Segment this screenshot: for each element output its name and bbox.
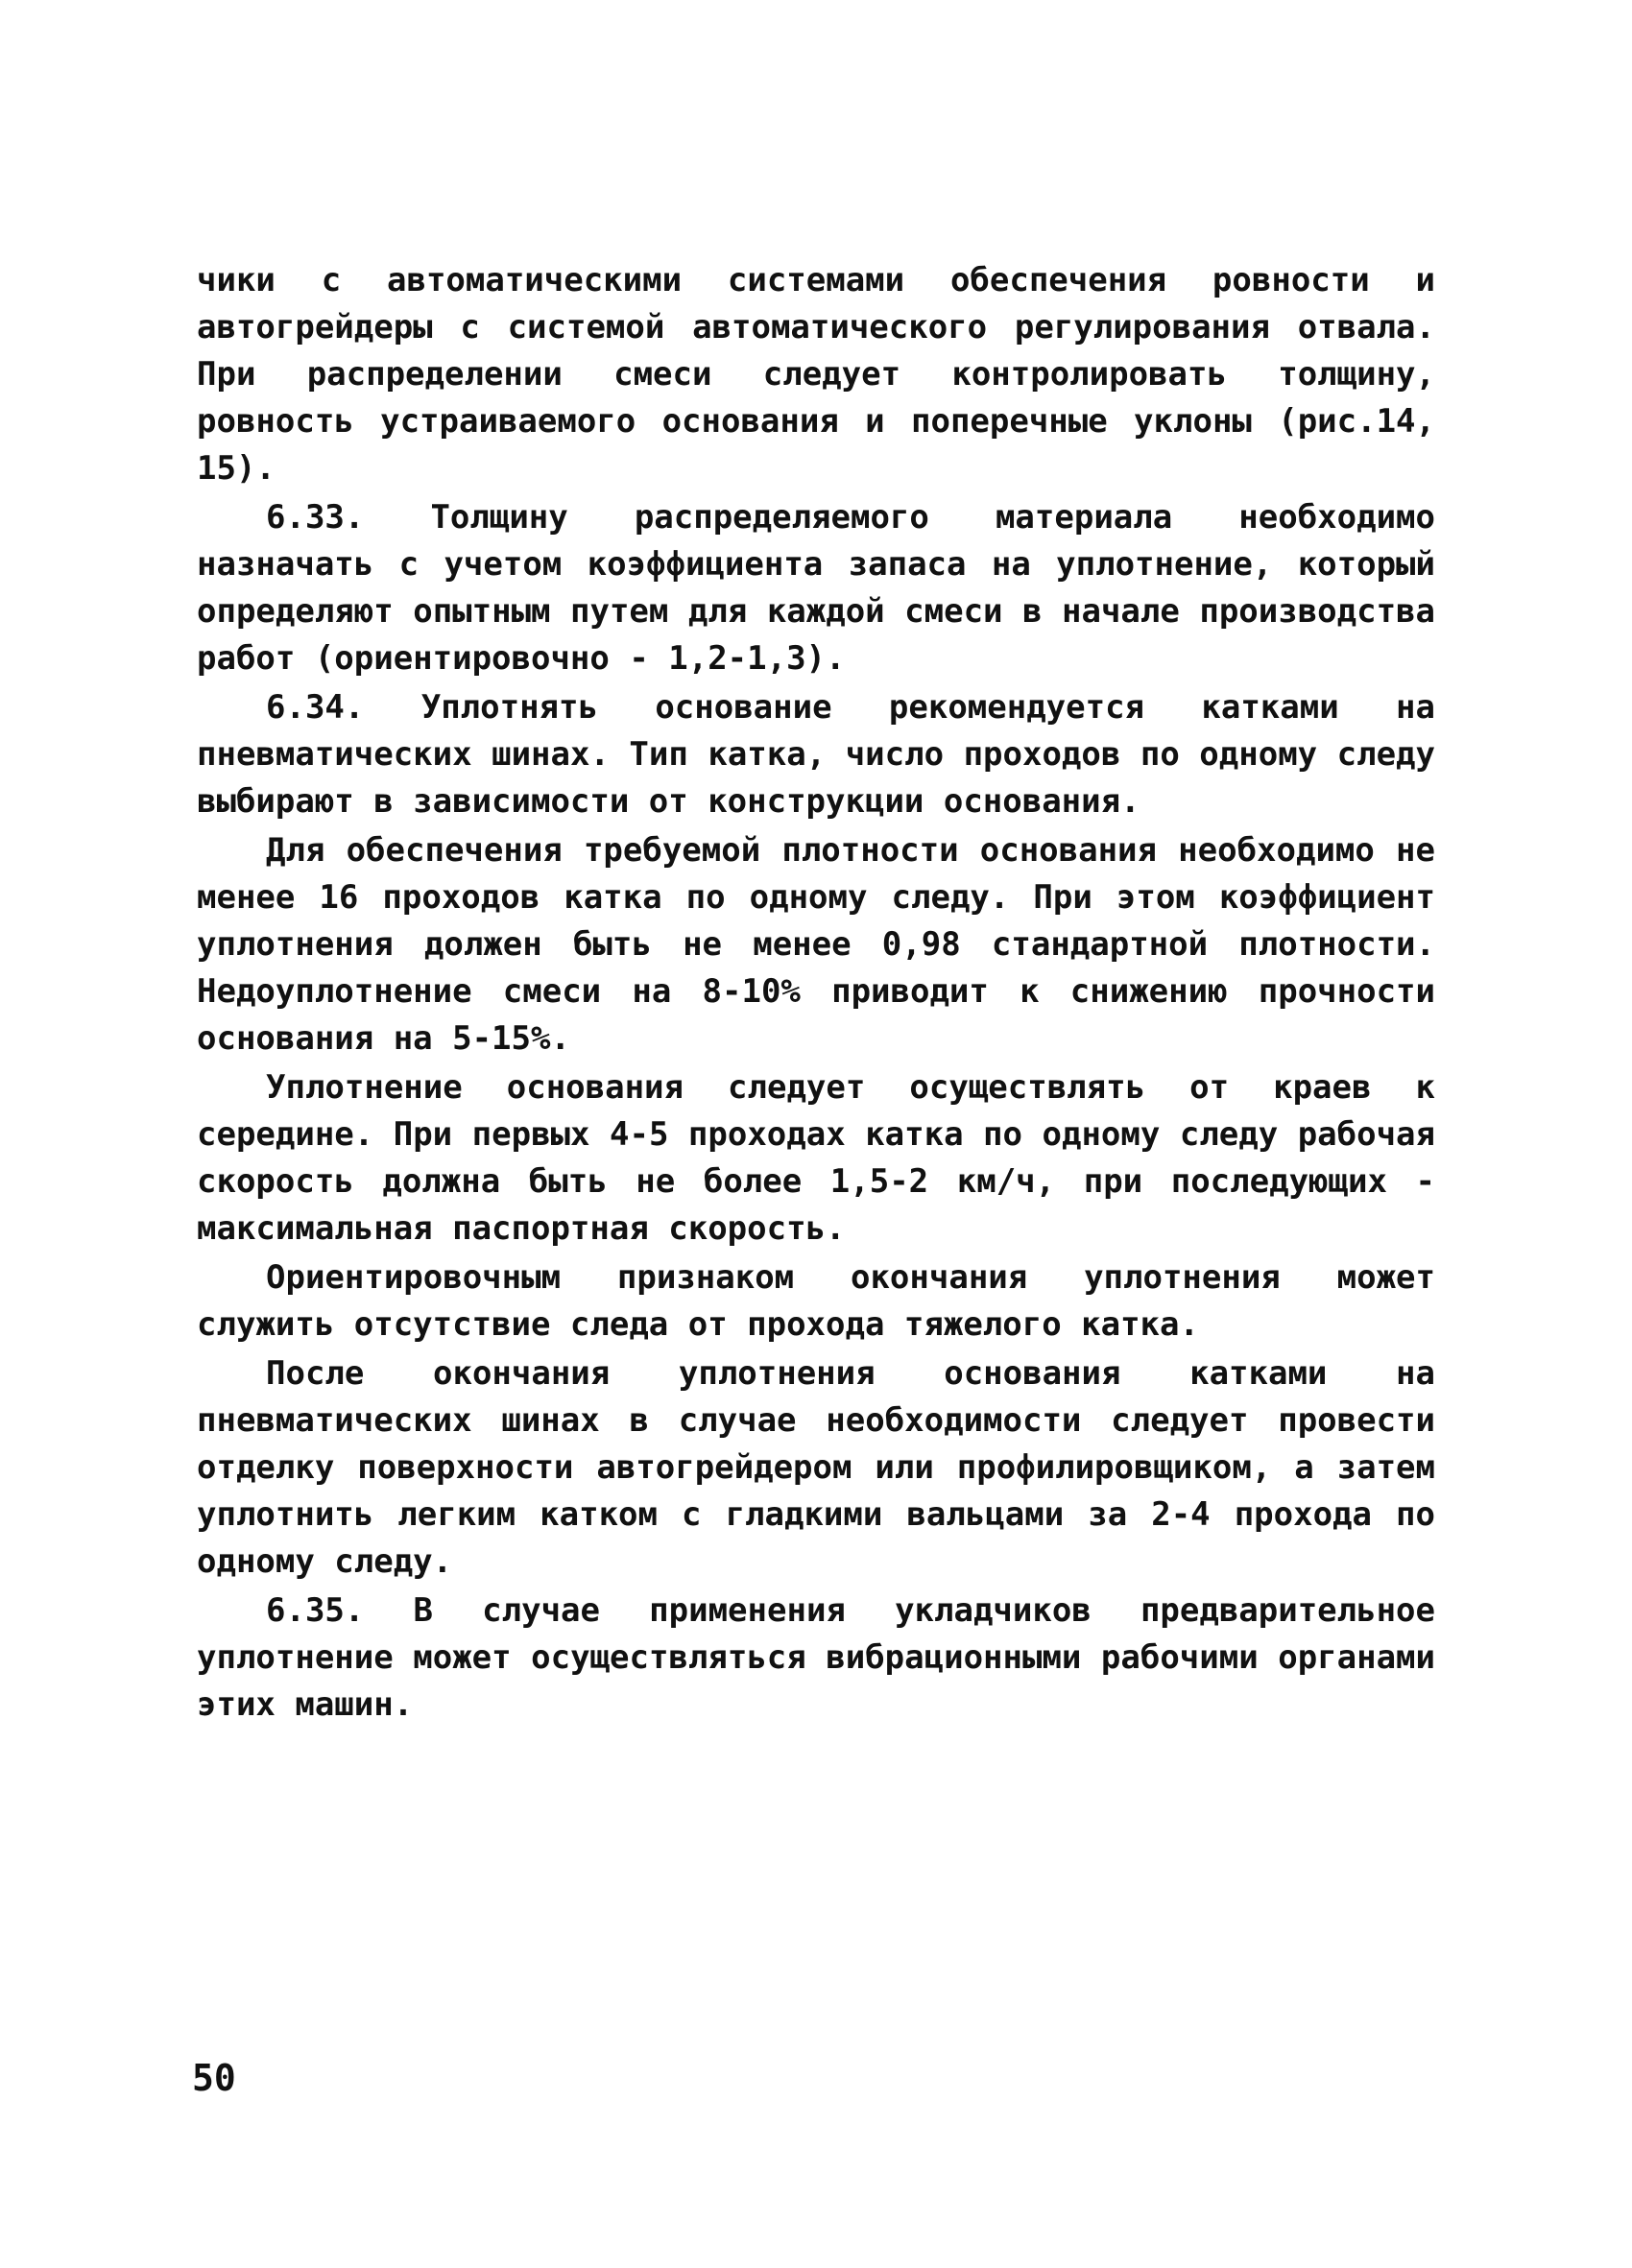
paragraph-finishing: После окончания уплотнения основания катками на пневматических шинах в случае необходимости следует провести отделку поверхности автогрейдером или профилировщиком, а затем уплотнить легким катком с гладкими вальцами за 2-4 прохода по одному следу. (197, 1354, 1435, 1581)
paragraph-completion-sign: Ориентировочным признаком окончания уплотнения может служить отсутствие следа от прохода тяжелого катка. (197, 1258, 1435, 1344)
body-text (197, 257, 1435, 1729)
paragraph-density: Для обеспечения требуемой плотности основания необходимо не менее 16 проходов катка по одному следу. При этом коэффициент уплотнения должен быть не менее 0,98 стандартной плотности. Недоуплотнение смеси на 8-10% приводит к снижению прочности основания на 5-15%. (197, 831, 1435, 1058)
paragraph-compaction-order: Уплотнение основания следует осуществлять от краев к середине. При первых 4-5 проходах катка по одному следу рабочая скорость должна быть не более 1,5-2 км/ч, при последующих - максимальная паспортная скорость. (197, 1068, 1435, 1248)
page-number: 50 (192, 2057, 236, 2099)
paragraph-6-33: 6.33. Толщину распределяемого материала необходимо назначать с учетом коэффициента запаса на уплотнение, который определяют опытным путем для каждой смеси в начале производства работ (ориентировочно - 1,2-1,3). (197, 498, 1435, 678)
paragraph-6-34: 6.34. Уплотнять основание рекомендуется катками на пневматических шинах. Тип катка, число проходов по одному следу выбирают в зависимости от конструкции основания. (197, 688, 1435, 821)
paragraph-6-35: 6.35. В случае применения укладчиков предварительное уплотнение может осуществляться вибрационными рабочими органами этих машин. (197, 1591, 1435, 1724)
paragraph-continuation: чики с автоматическими системами обеспечения ровности и автогрейдеры с системой автоматического регулирования отвала. При распределении смеси следует контролировать толщину, ровность устраиваемого основания и поперечные уклоны (рис.14, 15). (197, 261, 1435, 488)
